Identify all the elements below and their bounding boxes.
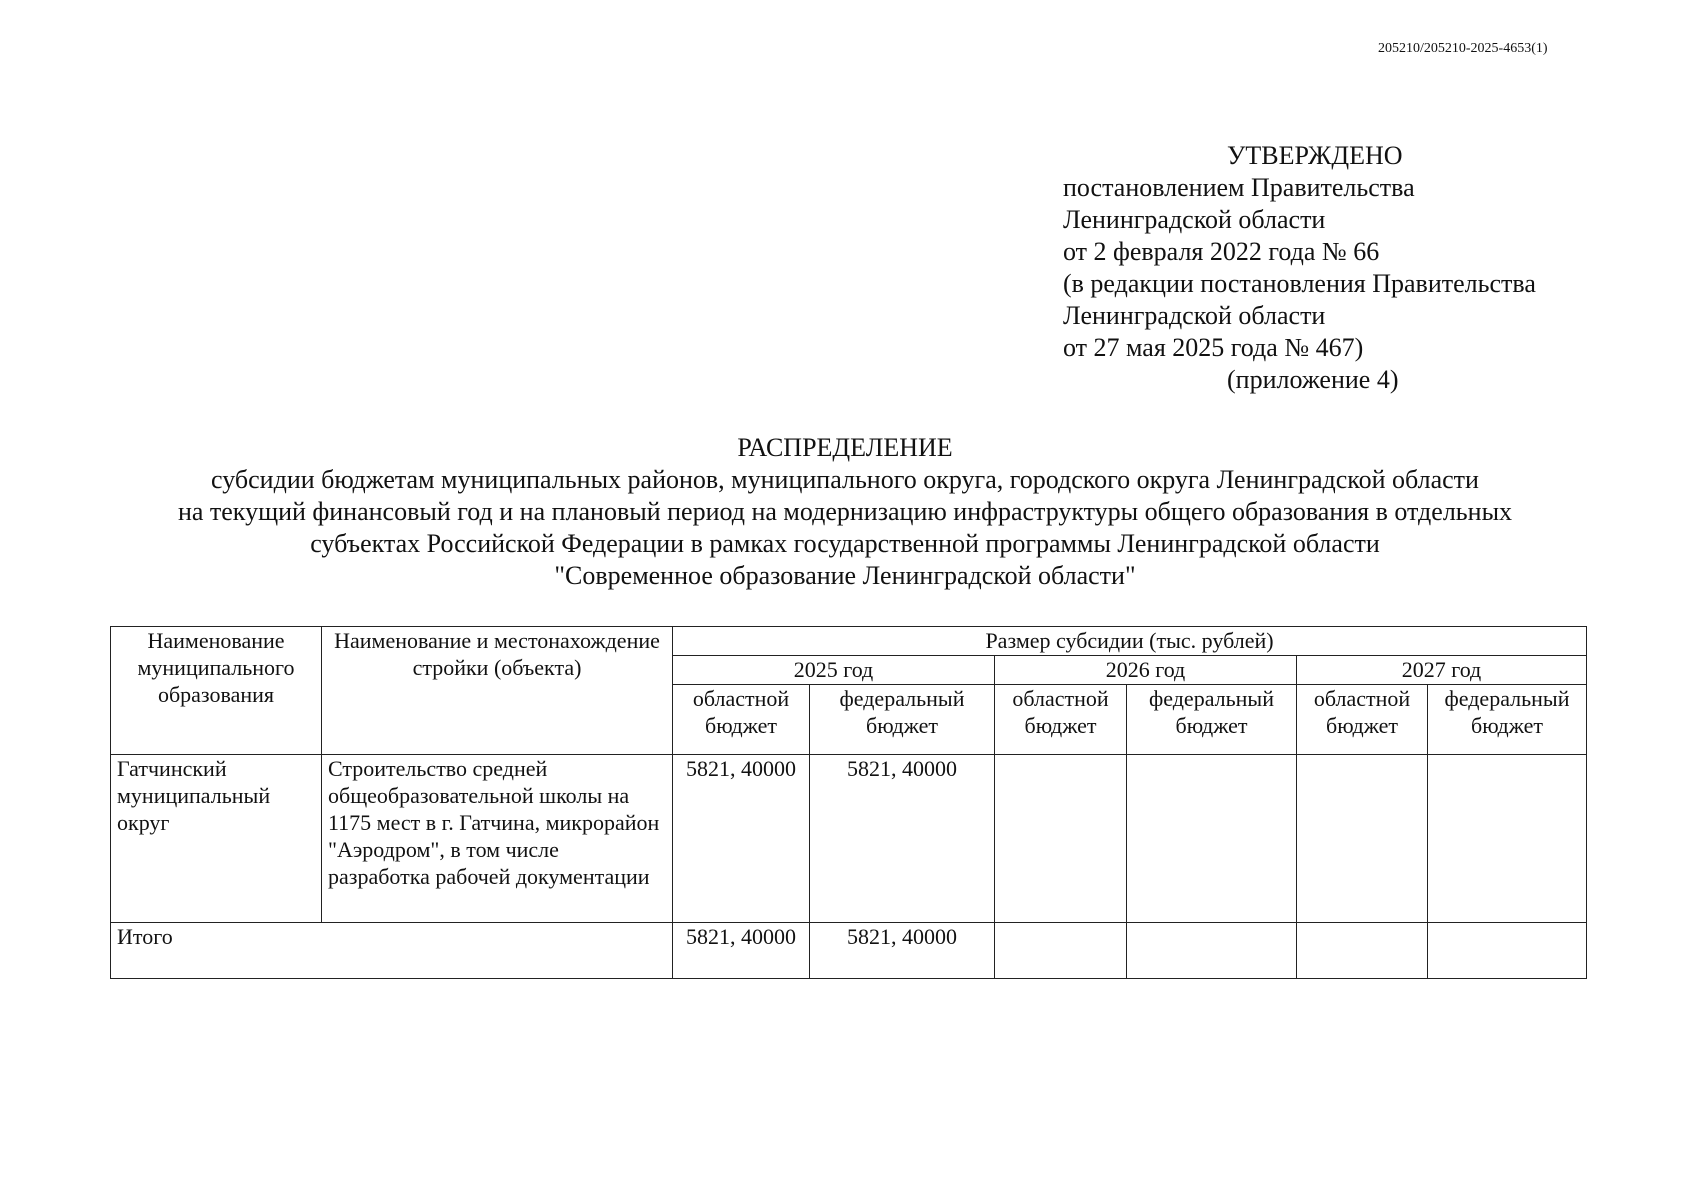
row-2025-regional: 5821, 40000 (673, 755, 810, 923)
approval-title: УТВЕРЖДЕНО (1227, 141, 1403, 170)
row-2026-regional (995, 755, 1127, 923)
approval-line: постановлением Правительства (1063, 173, 1415, 202)
header-subsidy-size: Размер субсидии (тыс. рублей) (673, 627, 1587, 656)
row-municipality: Гатчинский муниципальный округ (111, 755, 322, 923)
total-2027-regional (1297, 923, 1428, 979)
approval-line: от 27 мая 2025 года № 467) (1063, 333, 1364, 362)
header-regional-budget: областной бюджет (673, 685, 810, 755)
approval-stamp (1063, 140, 1623, 396)
total-2025-regional: 5821, 40000 (673, 923, 810, 979)
header-year-2026: 2026 год (995, 656, 1297, 685)
header-year-2027: 2027 год (1297, 656, 1587, 685)
header-federal-budget: федеральный бюджет (810, 685, 995, 755)
document-title: РАСПРЕДЕЛЕНИЕ (737, 433, 953, 462)
row-2025-federal: 5821, 40000 (810, 755, 995, 923)
header-regional-budget: областной бюджет (1297, 685, 1428, 755)
subsidy-distribution-table (110, 626, 1587, 979)
approval-line: Ленинградской области (1063, 205, 1326, 234)
approval-line: от 2 февраля 2022 года № 66 (1063, 237, 1380, 266)
heading-line: "Современное образование Ленинградской области" (554, 561, 1136, 590)
header-municipality: Наименование муниципального образования (111, 627, 322, 755)
header-regional-budget: областной бюджет (995, 685, 1127, 755)
heading-line: субъектах Российской Федерации в рамках государственной программы Ленинградской области (310, 529, 1380, 558)
total-2026-federal (1127, 923, 1297, 979)
row-2027-regional (1297, 755, 1428, 923)
header-year-2025: 2025 год (673, 656, 995, 685)
table-row (111, 755, 1587, 923)
document-heading (110, 432, 1580, 592)
total-2025-federal: 5821, 40000 (810, 923, 995, 979)
header-object: Наименование и местонахождение стройки (объекта) (322, 627, 673, 755)
header-federal-budget: федеральный бюджет (1127, 685, 1297, 755)
header-federal-budget: федеральный бюджет (1428, 685, 1587, 755)
appendix-label: (приложение 4) (1227, 365, 1399, 394)
row-2027-federal (1428, 755, 1587, 923)
row-object: Строительство средней общеобразовательной школы на 1175 мест в г. Гатчина, микрорайон "Аэродром", в том числе разработка рабочей документации (322, 755, 673, 923)
row-2026-federal (1127, 755, 1297, 923)
document-id: 205210/205210-2025-4653(1) (1378, 41, 1548, 56)
total-2027-federal (1428, 923, 1587, 979)
approval-line: Ленинградской области (1063, 301, 1326, 330)
total-row (111, 923, 1587, 979)
heading-line: субсидии бюджетам муниципальных районов, муниципального округа, городского округа Ленинградской области (211, 465, 1479, 494)
approval-line: (в редакции постановления Правительства (1063, 269, 1536, 298)
heading-line: на текущий финансовый год и на плановый период на модернизацию инфраструктуры общего образования в отдельных (177, 497, 1513, 526)
total-2026-regional (995, 923, 1127, 979)
total-label: Итого (111, 923, 673, 979)
